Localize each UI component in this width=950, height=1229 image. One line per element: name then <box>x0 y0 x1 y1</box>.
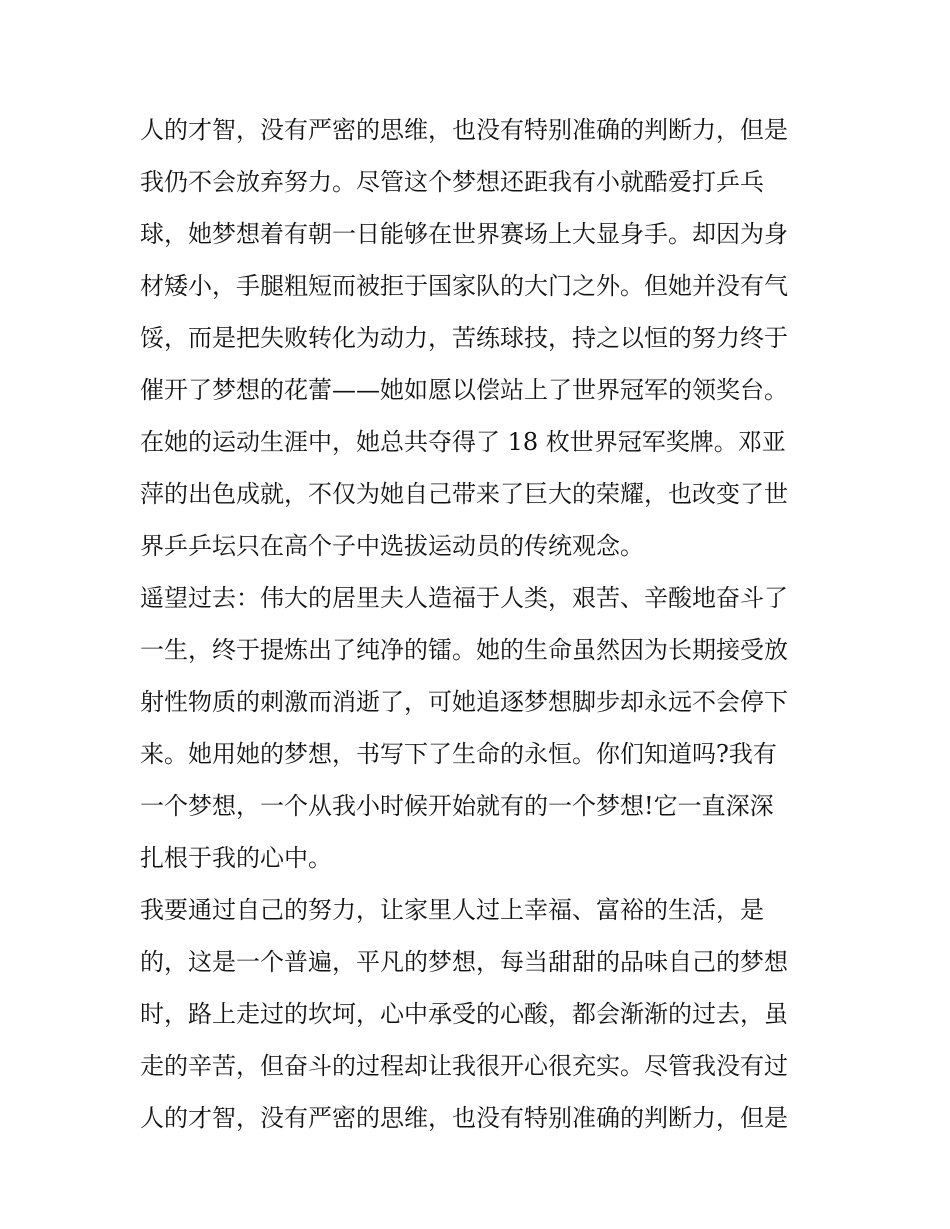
text-line: 我仍不会放弃努力。尽管这个梦想还距我有小就酷爱打乒乓 <box>140 168 764 196</box>
text-line: 球，她梦想着有朝一日能够在世界赛场上大显身手。却因为身 <box>140 220 788 248</box>
text-line: 在她的运动生涯中，她总共夺得了 18 枚世界冠军奖牌。邓亚 <box>140 428 786 456</box>
body-text <box>140 104 820 1144</box>
text-line: 界乒乒坛只在高个子中选拔运动员的传统观念。 <box>140 532 644 560</box>
text-line: 材矮小，手腿粗短而被拒于国家队的大门之外。但她并没有气 <box>140 272 788 300</box>
text-line: 催开了梦想的花蕾——她如愿以偿站上了世界冠军的领奖台。 <box>140 376 788 404</box>
text-line: 一生，终于提炼出了纯净的镭。她的生命虽然因为长期接受放 <box>140 636 788 664</box>
text-line: 我要通过自己的努力，让家里人过上幸福、富裕的生活，是 <box>140 896 764 924</box>
text-line: 馁，而是把失败转化为动力，苦练球技，持之以恒的努力终于 <box>140 324 788 352</box>
text-line: 时，路上走过的坎坷，心中承受的心酸，都会渐渐的过去，虽 <box>140 1000 788 1028</box>
text-line: 射性物质的刺激而消逝了，可她追逐梦想脚步却永远不会停下 <box>140 688 788 716</box>
text-line: 遥望过去：伟大的居里夫人造福于人类，艰苦、辛酸地奋斗了 <box>140 584 788 612</box>
text-line: 萍的出色成就，不仅为她自己带来了巨大的荣耀，也改变了世 <box>140 480 788 508</box>
text-line: 人的才智，没有严密的思维，也没有特别准确的判断力，但是 <box>140 116 788 144</box>
text-line: 人的才智，没有严密的思维，也没有特别准确的判断力，但是 <box>140 1104 788 1132</box>
text-line: 的，这是一个普遍，平凡的梦想，每当甜甜的品味自己的梦想 <box>140 948 788 976</box>
text-line: 一个梦想，一个从我小时候开始就有的一个梦想!它一直深深 <box>140 792 774 820</box>
text-line: 扎根于我的心中。 <box>140 844 332 872</box>
text-line: 来。她用她的梦想，书写下了生命的永恒。你们知道吗?我有 <box>140 740 777 768</box>
text-line: 走的辛苦，但奋斗的过程却让我很开心很充实。尽管我没有过 <box>140 1052 788 1080</box>
